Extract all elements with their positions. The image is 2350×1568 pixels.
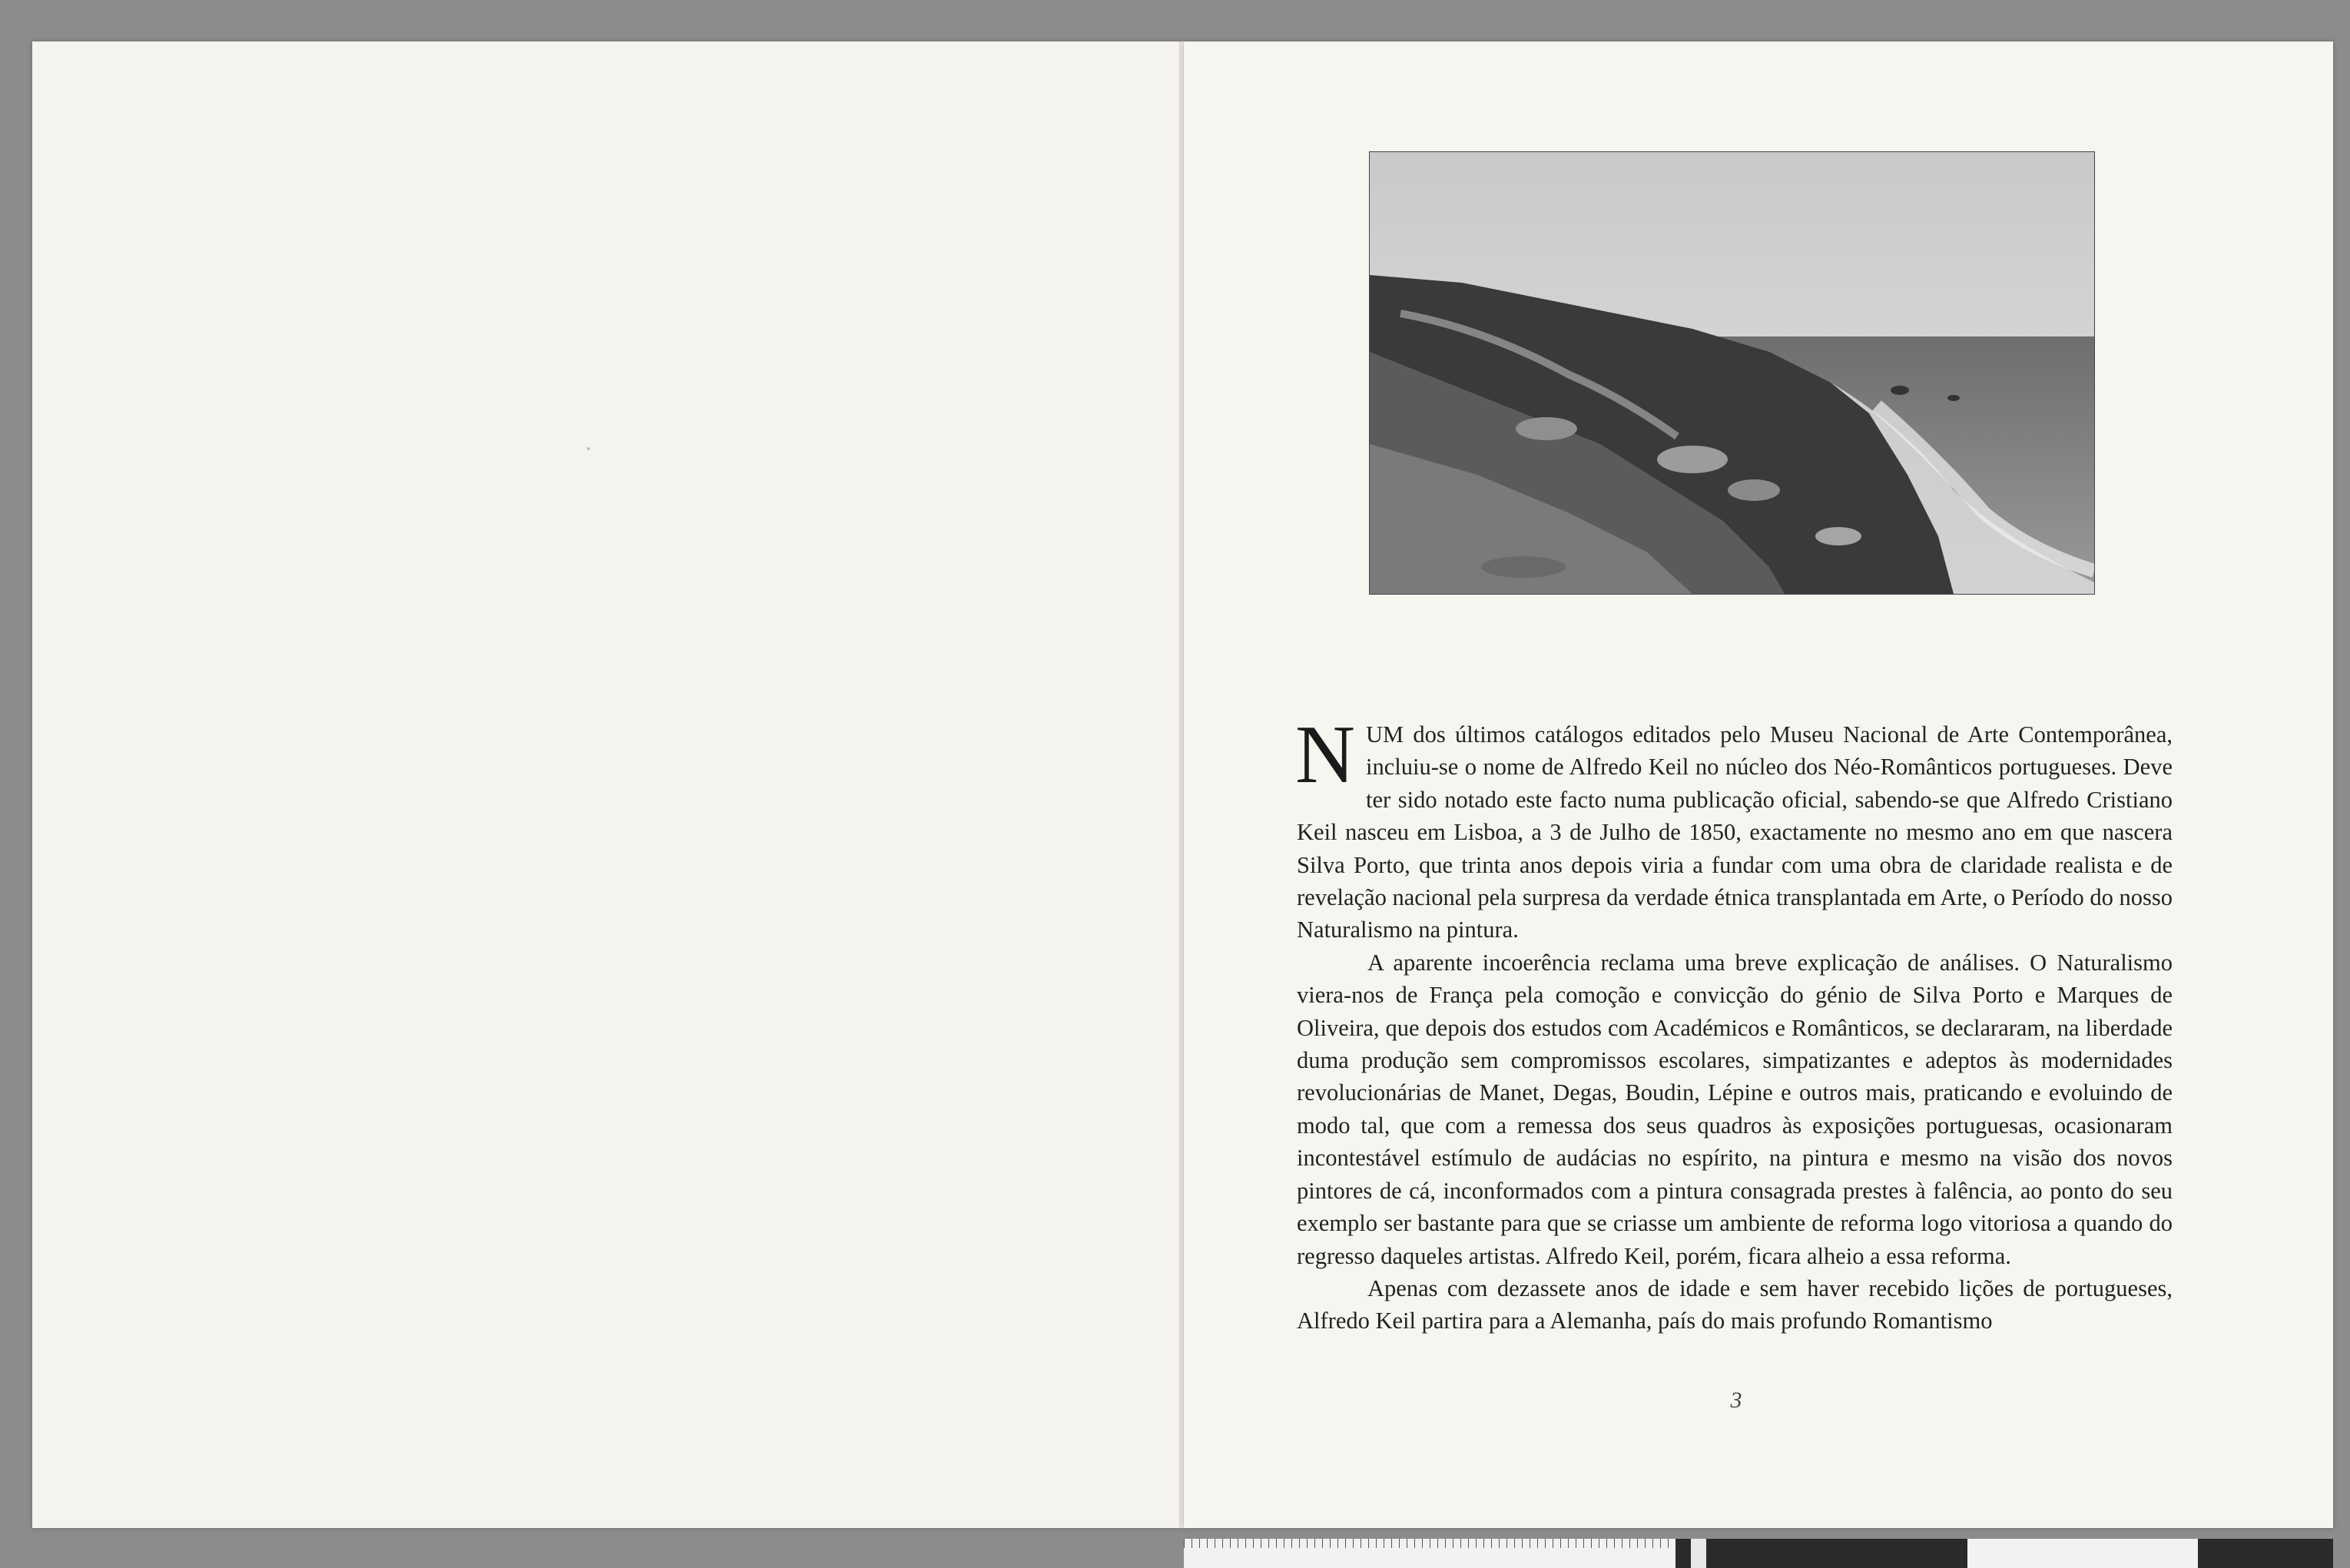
ruler-ticks <box>1184 1539 1675 1548</box>
scale-ruler <box>1184 1539 2333 1568</box>
ruler-white-segment-2 <box>1691 1539 1706 1568</box>
paper-speck <box>587 447 590 450</box>
paragraph-3: Apenas com dezassete anos de idade e sem haver recebido lições de portugueses, Alfredo Keil partira para a Alemanha, país do mais profundo Romantismo <box>1297 1275 2173 1334</box>
paragraph-2: A aparente incoerência reclama uma breve explicação de análises. O Naturalismo viera-nos de França pela comoção e convicção do génio de Silva Porto e Marques de Oliveira, que depois dos estudos com Académicos e Românticos, se declararam, na liberdade duma produção sem compromissos escolares, simpatizantes e adeptos às modernidades revolucionárias de Manet, Degas, Boudin, Lépine e outros mais, praticando e evoluindo de modo tal, que com a remessa dos seus quadros às exposições portuguesas, ocasionaram incontestável estímulo de audácias no espírito, na pintura e mesmo na visão dos novos pintores de cá, inconformados com a pintura consagrada prestes à falência, ao ponto do seu exemplo ser bastante para que se criasse um ambiente de reforma logo vitoriosa a quando do regresso daqueles artistas. Alfredo Keil, porém, ficara alheio a essa reforma. <box>1297 949 2173 1269</box>
page-number: 3 <box>1730 1387 1742 1413</box>
paragraph-1 <box>1295 709 2173 946</box>
cliff-seascape-image <box>1370 152 2094 594</box>
coastal-cliff-painting-photo <box>1369 151 2095 595</box>
article-text <box>1295 709 2173 1338</box>
left-page <box>32 41 1181 1528</box>
drop-cap: N <box>1295 709 1355 801</box>
paragraph-1-text: UM dos últimos catálogos editados pelo Museu Nacional de Arte Contemporânea, incluiu-se o nome de Alfredo Keil no núcleo dos Néo-Românticos portugueses. Deve ter sido notado este facto numa publicação oficial, sabendo-se que Alfredo Cristiano Keil nasceu em Lisboa, a 3 de Julho de 1850, exactamente no mesmo ano em que nascera Silva Porto, que trinta anos depois viria a fundar com uma obra de claridade realista e de revelação nacional pela surpresa da verdade étnica transplantada em Arte, o Período do nosso Naturalismo na pintura. <box>1297 721 2173 943</box>
ruler-white-segment-3 <box>1967 1539 2198 1568</box>
